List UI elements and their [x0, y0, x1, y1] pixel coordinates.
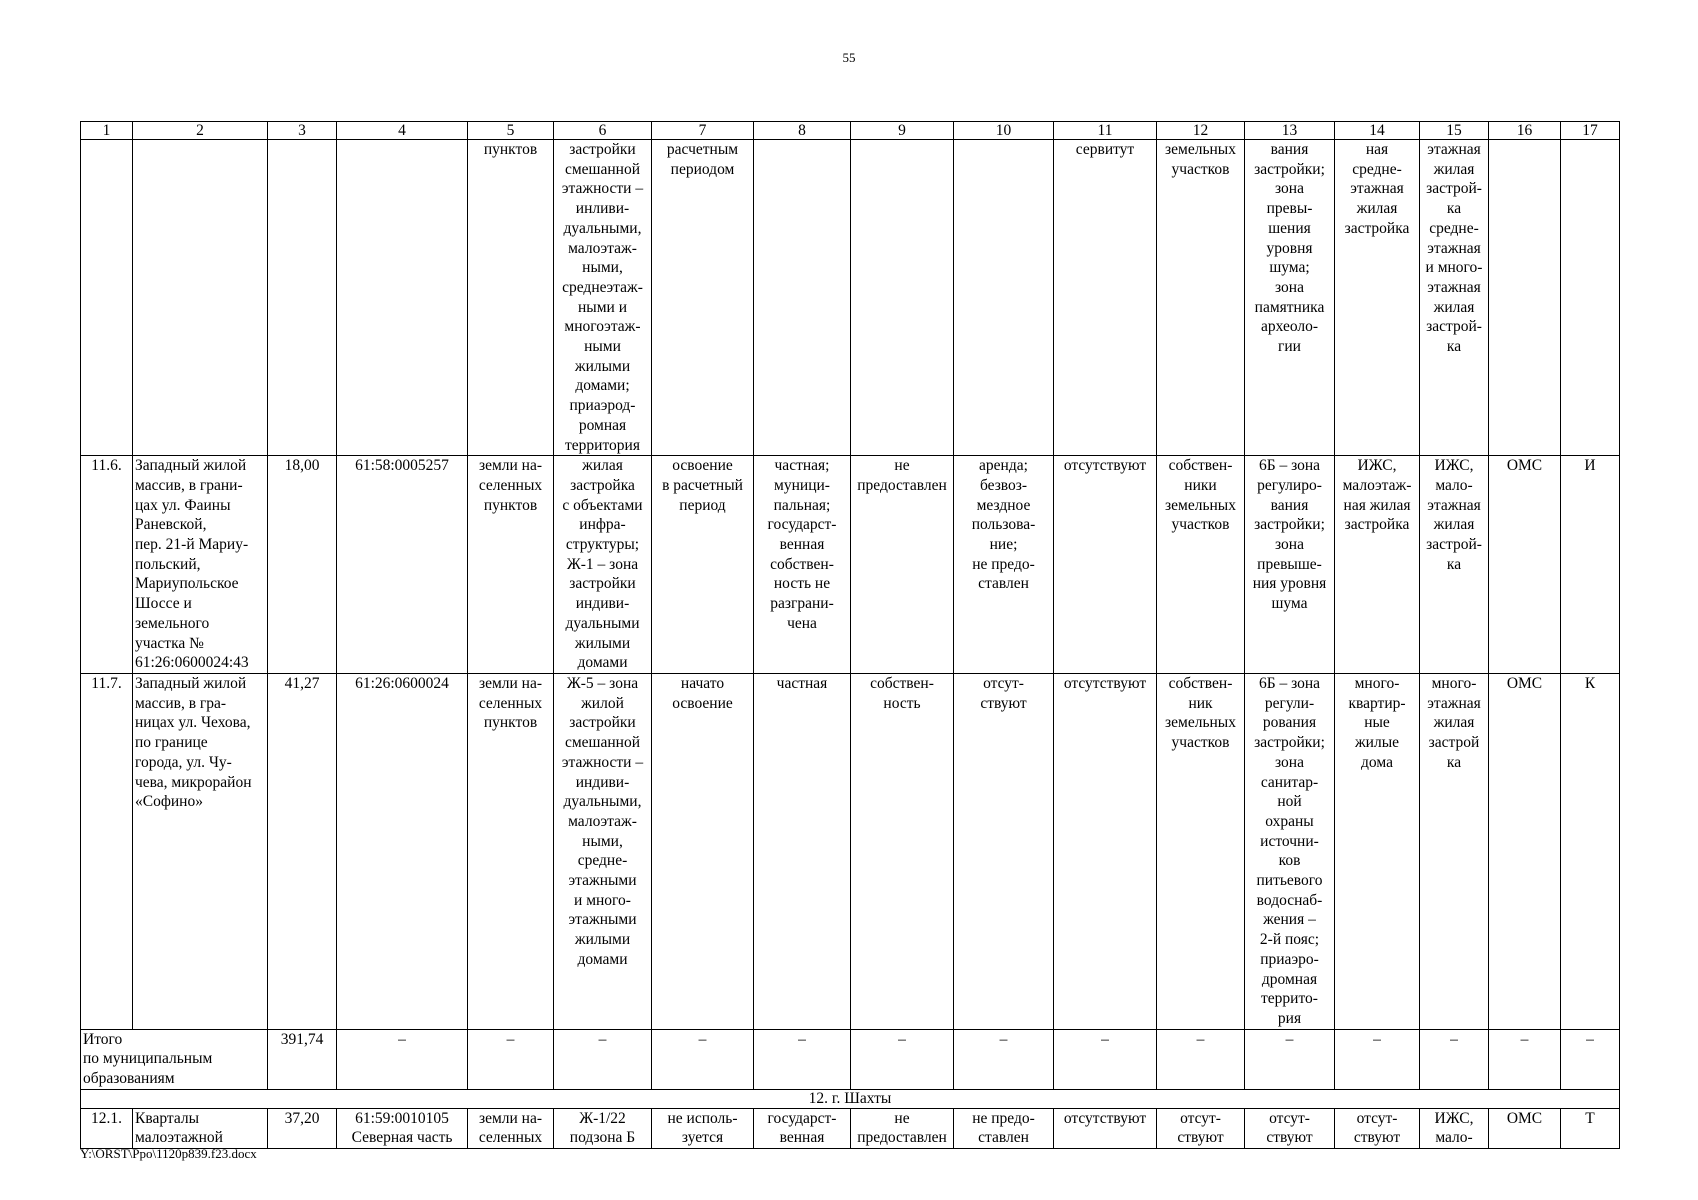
table-cell: Ж-5 – зона жилой застройки смешанной этажности – индиви- дуальными, малоэтаж- ными, средне- этажными и много- этажными жилыми домами — [554, 673, 652, 1029]
table-row — [81, 456, 1620, 674]
table-cell: частная; муници- пальная; государст- венная собствен- ность не разграни- чена — [754, 456, 851, 674]
column-number: 11 — [1054, 122, 1157, 140]
table-cell: вания застройки; зона превы- шения уровня шума; зона памятника археоло- гии — [1245, 140, 1335, 456]
table-cell: не предо- ставлен — [954, 1108, 1054, 1148]
total-label: Итого по муниципальным образованиям — [81, 1029, 268, 1089]
total-row — [81, 1029, 1620, 1089]
table-cell: 61:58:0005257 — [337, 456, 468, 674]
table-cell — [954, 140, 1054, 456]
table-cell: отсутствуют — [1054, 456, 1157, 674]
land-plots-table — [80, 121, 1620, 1149]
table-cell — [81, 140, 133, 456]
table-cell: много- этажная жилая застрой ка — [1420, 673, 1489, 1029]
table-cell: аренда; безвоз- мездное пользова- ние; не предо- ставлен — [954, 456, 1054, 674]
column-numbers-row — [81, 122, 1620, 140]
table-cell: государст- венная — [754, 1108, 851, 1148]
table-cell: пунктов — [468, 140, 554, 456]
empty-dash: – — [1245, 1029, 1335, 1089]
empty-dash: – — [851, 1029, 954, 1089]
table-cell: И — [1561, 456, 1620, 674]
table-cell: начато освоение — [652, 673, 754, 1029]
section-title: 12. г. Шахты — [81, 1089, 1620, 1108]
column-number: 10 — [954, 122, 1054, 140]
column-number: 9 — [851, 122, 954, 140]
table-cell: 61:26:0600024 — [337, 673, 468, 1029]
empty-dash: – — [1420, 1029, 1489, 1089]
table-cell: сервитут — [1054, 140, 1157, 456]
empty-dash: – — [954, 1029, 1054, 1089]
table-cell: земли на- селенных пунктов — [468, 456, 554, 674]
column-number: 5 — [468, 122, 554, 140]
table-cell — [1561, 140, 1620, 456]
table-cell: 41,27 — [268, 673, 337, 1029]
table-cell: собствен- ник земельных участков — [1157, 673, 1245, 1029]
row-number: 11.6. — [81, 456, 133, 674]
table-cell: Западный жилой массив, в гра- ницах ул. Чехова, по границе города, ул. Чу- чева, микрорайон «Софино» — [133, 673, 268, 1029]
table-cell: ОМС — [1489, 1108, 1561, 1148]
page-number: 55 — [842, 50, 856, 65]
table-cell: не предоставлен — [851, 1108, 954, 1148]
table-cell: собствен- ность — [851, 673, 954, 1029]
empty-dash: – — [554, 1029, 652, 1089]
table-cell: Западный жилой массив, в грани- цах ул. Фаины Раневской, пер. 21-й Мариу- польский, Мариупольское Шоссе и земельного участка № 61:26:0600024:43 — [133, 456, 268, 674]
row-number: 12.1. — [81, 1108, 133, 1148]
table-cell: этажная жилая застрой- ка средне- этажная и много- этажная жилая застрой- ка — [1420, 140, 1489, 456]
table-cell: 18,00 — [268, 456, 337, 674]
table-cell — [851, 140, 954, 456]
total-value: 391,74 — [268, 1029, 337, 1089]
table-cell: отсутствуют — [1054, 1108, 1157, 1148]
column-number: 8 — [754, 122, 851, 140]
table-row — [81, 1108, 1620, 1148]
table-cell — [337, 140, 468, 456]
table-cell — [133, 140, 268, 456]
column-number: 13 — [1245, 122, 1335, 140]
empty-dash: – — [1054, 1029, 1157, 1089]
table-cell: отсутствуют — [1054, 673, 1157, 1029]
table-cell: земли на- селенных — [468, 1108, 554, 1148]
column-number: 12 — [1157, 122, 1245, 140]
column-number: 4 — [337, 122, 468, 140]
empty-dash: – — [468, 1029, 554, 1089]
column-number: 3 — [268, 122, 337, 140]
column-number: 1 — [81, 122, 133, 140]
empty-dash: – — [754, 1029, 851, 1089]
column-number: 15 — [1420, 122, 1489, 140]
table-cell: земли на- селенных пунктов — [468, 673, 554, 1029]
row-number: 11.7. — [81, 673, 133, 1029]
table-cell: отсут- ствуют — [1245, 1108, 1335, 1148]
table-row — [81, 140, 1620, 456]
table-cell — [754, 140, 851, 456]
table-cell: освоение в расчетный период — [652, 456, 754, 674]
column-number: 7 — [652, 122, 754, 140]
empty-dash: – — [1157, 1029, 1245, 1089]
table-cell: ОМС — [1489, 456, 1561, 674]
table-row — [81, 673, 1620, 1029]
file-path-footer: Y:\ORST\Ppo\1120p839.f23.docx — [80, 1146, 257, 1161]
table-cell: 6Б – зона регули- рования застройки; зона санитар- ной охраны источни- ков питьевого водоснаб- жения – 2-й пояс; приаэро- дромная террито- рия — [1245, 673, 1335, 1029]
table-cell: частная — [754, 673, 851, 1029]
table-cell: расчетным периодом — [652, 140, 754, 456]
table-cell: ИЖС, мало- — [1420, 1108, 1489, 1148]
column-number: 2 — [133, 122, 268, 140]
column-number: 17 — [1561, 122, 1620, 140]
table-cell: Т — [1561, 1108, 1620, 1148]
table-cell: не исполь- зуется — [652, 1108, 754, 1148]
empty-dash: – — [1561, 1029, 1620, 1089]
table-cell: Кварталы малоэтажной — [133, 1108, 268, 1148]
section-row — [81, 1089, 1620, 1108]
column-number: 6 — [554, 122, 652, 140]
empty-dash: – — [1335, 1029, 1420, 1089]
empty-dash: – — [337, 1029, 468, 1089]
table-cell: жилая застройка с объектами инфра- структуры; Ж-1 – зона застройки индиви- дуальными жилыми домами — [554, 456, 652, 674]
table-cell: не предоставлен — [851, 456, 954, 674]
table-cell: много- квартир- ные жилые дома — [1335, 673, 1420, 1029]
table-cell: отсут- ствуют — [1335, 1108, 1420, 1148]
empty-dash: – — [1489, 1029, 1561, 1089]
table-cell: застройки смешанной этажности – инливи- дуальными, малоэтаж- ными, среднеэтаж- ными и многоэтаж- ными жилыми домами; приаэрод- ромная территория — [554, 140, 652, 456]
table-cell: Ж-1/22 подзона Б — [554, 1108, 652, 1148]
table-cell: ОМС — [1489, 673, 1561, 1029]
table-cell: 37,20 — [268, 1108, 337, 1148]
table-cell: отсут- ствуют — [954, 673, 1054, 1029]
table-cell: отсут- ствуют — [1157, 1108, 1245, 1148]
table-cell: 6Б – зона регулиро- вания застройки; зона превыше- ния уровня шума — [1245, 456, 1335, 674]
table-cell: 61:59:0010105 Северная часть — [337, 1108, 468, 1148]
column-number: 16 — [1489, 122, 1561, 140]
table-cell: земельных участков — [1157, 140, 1245, 456]
table-cell — [1489, 140, 1561, 456]
table-cell: ИЖС, малоэтаж- ная жилая застройка — [1335, 456, 1420, 674]
table-cell: собствен- ники земельных участков — [1157, 456, 1245, 674]
table-cell: ИЖС, мало- этажная жилая застрой- ка — [1420, 456, 1489, 674]
table-cell: К — [1561, 673, 1620, 1029]
empty-dash: – — [652, 1029, 754, 1089]
table-cell — [268, 140, 337, 456]
column-number: 14 — [1335, 122, 1420, 140]
table-cell: ная средне- этажная жилая застройка — [1335, 140, 1420, 456]
